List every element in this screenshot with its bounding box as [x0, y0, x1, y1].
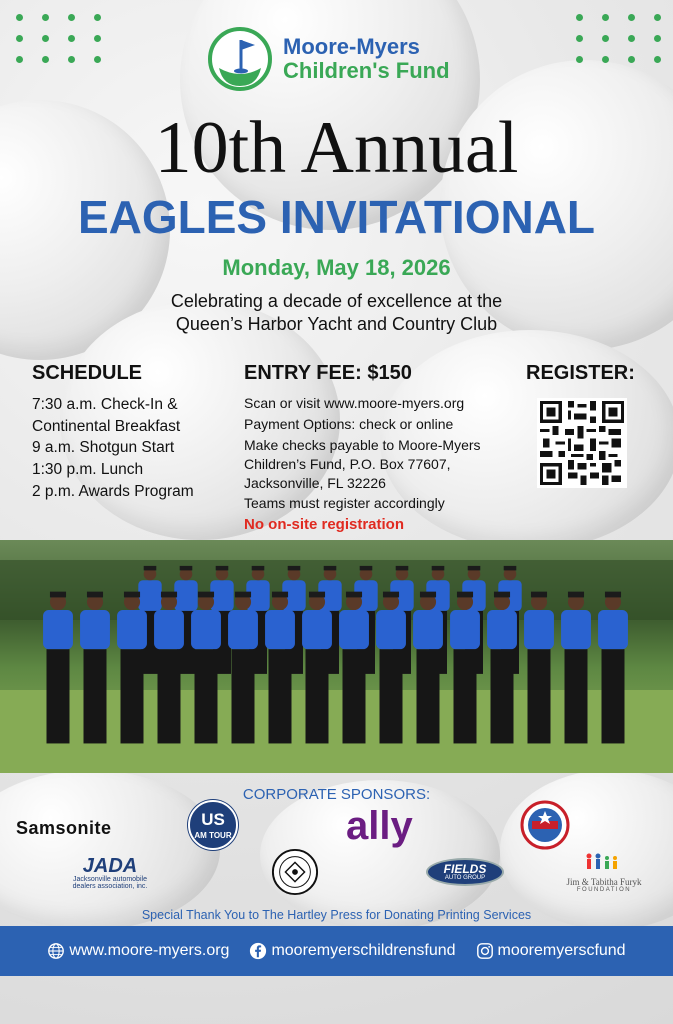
- schedule-list: [32, 394, 232, 502]
- jada-logo-text: JADA: [82, 855, 138, 877]
- schedule-item: 1:30 p.m. Lunch: [32, 461, 144, 479]
- team-member-figure: [154, 592, 184, 744]
- dot-grid-right: [576, 14, 662, 63]
- team-member-figure: [265, 592, 295, 744]
- entry-line-checks: Make checks payable to Moore-Myers Children’s Fund, P.O. Box 77607, Jacksonville, FL 32226: [244, 436, 481, 491]
- instagram-icon: [476, 942, 494, 960]
- register-heading: REGISTER:: [526, 362, 635, 384]
- schedule-item: 9 a.m. Shotgun Start: [32, 439, 175, 457]
- schedule-heading: SCHEDULE: [32, 362, 143, 384]
- team-member-figure: [43, 592, 73, 744]
- fields-logo-text: FIELDS: [443, 862, 487, 876]
- ally-logo-text: ally: [346, 804, 413, 848]
- team-member-figure: [228, 592, 258, 744]
- sponsor-fields: [426, 858, 504, 886]
- golf-flag-logo-icon: [207, 26, 273, 92]
- event-title-line1: 10th Annual: [154, 107, 519, 189]
- team-member-figure: [524, 592, 554, 744]
- footer-instagram[interactable]: [476, 942, 626, 960]
- usam-top-text: US: [201, 810, 225, 829]
- globe-icon: [47, 942, 65, 960]
- sponsor-ally: [346, 806, 413, 846]
- org-logo: [207, 26, 450, 92]
- sponsor-walmart-badge-icon: [520, 800, 570, 850]
- team-member-figure: [487, 592, 517, 744]
- team-member-figure: [598, 592, 628, 744]
- sponsor-samsonite: [16, 818, 112, 839]
- printing-thanks: Special Thank You to The Hartley Press for Donating Printing Services: [141, 908, 532, 922]
- register-qr-code-icon[interactable]: [537, 398, 627, 488]
- team-photo: [0, 540, 673, 773]
- team-photo-illustration: [0, 540, 673, 773]
- instagram-handle[interactable]: mooremyerscfund: [497, 942, 626, 959]
- team-member-figure: [191, 592, 221, 744]
- jada-sub-line1: Jacksonville automobile: [73, 876, 147, 883]
- team-member-figure: [80, 592, 110, 744]
- facebook-handle[interactable]: mooremyerschildrensfund: [271, 942, 456, 959]
- team-member-figure: [339, 592, 369, 744]
- team-member-figure: [117, 592, 147, 744]
- entry-line-visit: Scan or visit www.moore-myers.org: [244, 395, 465, 411]
- entry-line-teams: Teams must register accordingly: [244, 495, 445, 512]
- furyk-line1: Jim & Tabitha Furyk: [566, 877, 642, 887]
- event-date: Monday, May 18, 2026: [222, 255, 451, 280]
- furyk-line2: FOUNDATION: [576, 887, 632, 893]
- team-member-figure: [450, 592, 480, 744]
- entry-details: [244, 394, 516, 538]
- tagline-line1: Celebrating a decade of excellence at the: [170, 291, 503, 311]
- dot-grid-left: [16, 14, 102, 63]
- schedule-item: 2 p.m. Awards Program: [32, 482, 194, 500]
- event-tagline: [0, 290, 673, 337]
- event-title-line2: EAGLES INVITATIONAL: [77, 191, 596, 243]
- usam-bottom-text: AM TOUR: [194, 831, 232, 840]
- entry-line-payment: Payment Options: check or online: [244, 415, 454, 432]
- team-member-figure: [376, 592, 406, 744]
- corporate-sponsors-label: CORPORATE SPONSORS:: [242, 786, 431, 803]
- entry-fee-heading: ENTRY FEE: $150: [244, 362, 412, 384]
- website-link[interactable]: www.moore-myers.org: [69, 942, 230, 959]
- footer-bar: [0, 926, 673, 976]
- team-member-figure: [413, 592, 443, 744]
- footer-facebook[interactable]: [249, 942, 455, 960]
- sponsor-us-am-tour: [188, 800, 238, 850]
- footer-website[interactable]: [47, 942, 229, 960]
- schedule-item: 7:30 a.m. Check-In &: [32, 396, 178, 413]
- family-figures-icon: [584, 852, 624, 872]
- tagline-line2: Queen’s Harbor Yacht and Country Club: [175, 314, 498, 335]
- team-member-figure: [561, 592, 591, 744]
- facebook-icon: [249, 942, 267, 960]
- jada-sub-line2: dealers association, inc.: [72, 883, 148, 890]
- org-name-line1: Moore-Myers: [283, 33, 420, 59]
- no-onsite-warning: No on-site registration: [244, 516, 405, 534]
- sponsor-fraternity-seal-icon: [271, 848, 319, 896]
- sponsor-furyk-foundation: [556, 852, 652, 893]
- team-member-figure: [302, 592, 332, 744]
- samsonite-logo-text: Samsonite: [16, 818, 112, 838]
- schedule-item: Continental Breakfast: [32, 417, 181, 435]
- sponsor-jada: [70, 856, 150, 890]
- fields-sub-text: AUTO GROUP: [444, 875, 486, 881]
- org-name-line2: Children's Fund: [283, 58, 450, 83]
